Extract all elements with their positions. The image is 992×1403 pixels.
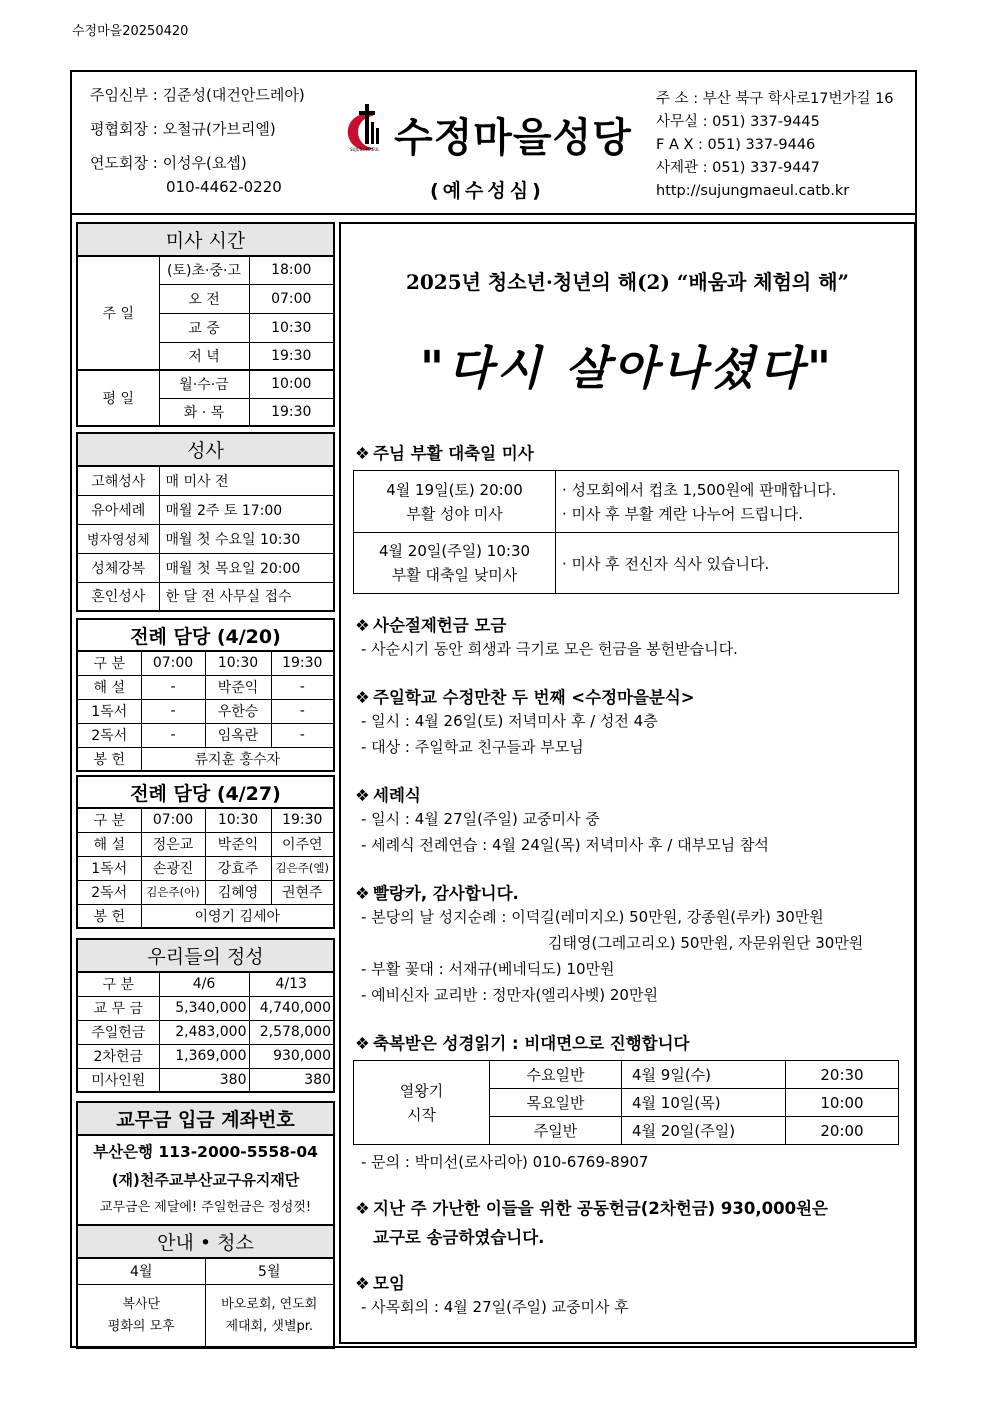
- liturgy-cell: 해 설: [77, 675, 141, 699]
- section-heading: [355, 880, 863, 904]
- mass-time: 18:00: [249, 256, 334, 284]
- bible-table: [353, 1060, 899, 1145]
- account-note: 교무금은 제달에! 주일헌금은 정성껏!: [99, 1200, 312, 1215]
- diamond-icon: ❖: [355, 786, 370, 805]
- logo-caption: SUJUNGMAEUL: [350, 147, 380, 152]
- diamond-icon: ❖: [355, 884, 370, 903]
- leader-label: 평협회장 :: [90, 120, 163, 138]
- liturgy-cell: 손광진: [141, 856, 205, 880]
- bible-class: 목요일반: [490, 1089, 622, 1117]
- mass-time: 19:30: [249, 398, 334, 426]
- liturgy-col: 10:30: [205, 808, 271, 832]
- easter-notes: [556, 533, 899, 594]
- rectory-phone: 사제관 : 051) 337-9447: [656, 160, 820, 176]
- liturgy-cell: -: [141, 723, 205, 747]
- sacrament-value: 한 달 전 사무실 접수: [159, 582, 334, 611]
- section-lent: [355, 612, 738, 662]
- cleaning-group: 바오로회, 연도회: [221, 1296, 318, 1312]
- cleaning-april: [77, 1284, 205, 1348]
- mass-name: 월·수·금: [159, 370, 249, 398]
- account-info: [77, 1135, 334, 1225]
- bible-date: 4월 10일(목): [622, 1089, 786, 1117]
- leader-pastor: [90, 88, 305, 122]
- liturgy-table-0420: [76, 618, 335, 772]
- liturgy-cell: 1독서: [77, 856, 141, 880]
- section-second-collection: [355, 1194, 828, 1252]
- diamond-icon: ❖: [355, 1274, 370, 1293]
- sunday-label: 주 일: [77, 256, 159, 370]
- liturgy-cell: 1독서: [77, 699, 141, 723]
- section-thanks: [355, 880, 863, 1008]
- bible-time: 20:30: [786, 1061, 899, 1089]
- heading-text: 사순절제헌금 모금: [373, 616, 507, 635]
- liturgy-cell: 봉 헌: [77, 747, 141, 771]
- section-heading: [355, 684, 695, 708]
- easter-note: · 미사 후 전신자 식사 있습니다.: [562, 554, 770, 573]
- list-item: - 일시 : 4월 26일(토) 저녁미사 후 / 성전 4층: [361, 712, 658, 730]
- cleaning-title: 안내 • 청소: [77, 1225, 334, 1258]
- parish-emblem-icon: [344, 102, 388, 152]
- diamond-icon: ❖: [355, 688, 370, 707]
- sacrament-name: 혼인성사: [77, 582, 159, 611]
- liturgy-cell: -: [141, 699, 205, 723]
- sacrament-value: 매 미사 전: [159, 466, 334, 495]
- offerings-cell: 380: [159, 1068, 249, 1092]
- bank-account: 부산은행 113-2000-5558-04: [93, 1143, 318, 1161]
- liturgy-cell: 임옥란: [205, 723, 271, 747]
- mass-time: 19:30: [249, 342, 334, 370]
- liturgy-cell: 박준익: [205, 675, 271, 699]
- heading-text: 모임: [373, 1274, 405, 1293]
- mass-name: 저 녁: [159, 342, 249, 370]
- cleaning-table: [76, 1224, 335, 1349]
- list-item: - 사순시기 동안 희생과 극기로 모은 헌금을 봉헌받습니다.: [361, 640, 738, 658]
- list-item: - 대상 : 주일학교 친구들과 부모님: [361, 738, 584, 756]
- section-heading: [355, 1270, 629, 1294]
- liturgy-cell: 해 설: [77, 832, 141, 856]
- easter-mass: 부활 대축일 낮미사: [391, 566, 518, 584]
- liturgy-cell: 김은주(엘): [271, 856, 334, 880]
- sacrament-value: 매월 2주 토 17:00: [159, 495, 334, 524]
- section-bible: [355, 1030, 689, 1054]
- diamond-icon: ❖: [355, 1034, 370, 1053]
- liturgy-cell: 정은교: [141, 832, 205, 856]
- offerings-cell: 2,578,000: [249, 1020, 334, 1044]
- section-easter: [355, 440, 534, 464]
- cleaning-group: 복사단: [122, 1296, 161, 1312]
- leader-label: 연도회장 :: [90, 154, 163, 172]
- offerings-cell: 1,369,000: [159, 1044, 249, 1068]
- diamond-icon: ❖: [355, 1199, 370, 1218]
- liturgy-cell: 이주연: [271, 832, 334, 856]
- bible-class: 주일반: [490, 1117, 622, 1145]
- easter-notes: [556, 471, 899, 533]
- sacraments-title: 성사: [77, 433, 334, 466]
- offerings-cell: 교 무 금: [77, 996, 159, 1020]
- offerings-table: [76, 938, 335, 1093]
- offerings-cell: 주일헌금: [77, 1020, 159, 1044]
- offerings-cell: 미사인원: [77, 1068, 159, 1092]
- mass-times-table: [76, 222, 335, 427]
- list-item: - 일시 : 4월 27일(주일) 교중미사 중: [361, 810, 600, 828]
- bible-label-line: 열왕기: [399, 1081, 444, 1100]
- account-table: [76, 1101, 335, 1226]
- address: 주 소 : 부산 북구 학사로17번가길 16: [656, 91, 894, 107]
- contact-info: [656, 88, 894, 203]
- bulletin-frame: [70, 70, 917, 1348]
- leader-label: 주임신부 :: [90, 86, 163, 104]
- cleaning-group: 제대회, 샛별pr.: [225, 1318, 314, 1334]
- section-meeting: [355, 1270, 629, 1320]
- liturgy-offering: 이영기 김세아: [141, 904, 334, 928]
- cleaning-may: [205, 1284, 334, 1348]
- offerings-cell: 2차헌금: [77, 1044, 159, 1068]
- liturgy-cell: 우한승: [205, 699, 271, 723]
- section-heading: [355, 782, 769, 806]
- diamond-icon: ❖: [355, 444, 370, 463]
- offerings-col: 구 분: [77, 972, 159, 996]
- sacrament-name: 유아세례: [77, 495, 159, 524]
- bible-date: 4월 20일(주일): [622, 1117, 786, 1145]
- sacrament-name: 고해성사: [77, 466, 159, 495]
- liturgy-offering: 류지훈 홍수자: [141, 747, 334, 771]
- mass-time: 10:30: [249, 313, 334, 342]
- mass-name: 오 전: [159, 284, 249, 313]
- easter-table: [353, 470, 899, 594]
- main-content: [339, 222, 916, 1344]
- liturgy-col: 10:30: [205, 651, 271, 675]
- easter-datetime: 4월 20일(주일) 10:30: [378, 542, 531, 560]
- list-item: - 예비신자 교리반 : 정만자(엘리사벳) 20만원: [361, 986, 658, 1004]
- sacraments-table: [76, 432, 335, 612]
- leader-phone: 010-4462-0220: [166, 178, 282, 196]
- offerings-cell: 2,483,000: [159, 1020, 249, 1044]
- heading-text: 지난 주 가난한 이들을 위한 공동헌금(2차헌금) 930,000원은: [373, 1199, 828, 1218]
- heading-text: 세례식: [373, 786, 421, 805]
- liturgy-cell: 박준익: [205, 832, 271, 856]
- easter-when: [354, 471, 556, 533]
- liturgy-col: 19:30: [271, 651, 334, 675]
- bible-date: 4월 9일(수): [622, 1061, 786, 1089]
- cleaning-col: 5월: [205, 1258, 334, 1284]
- cleaning-col: 4월: [77, 1258, 205, 1284]
- easter-datetime: 4월 19일(토) 20:00: [386, 480, 523, 499]
- heading-text: 축복받은 성경읽기 : 비대면으로 진행합니다: [373, 1034, 690, 1053]
- liturgy-cell: 김은주(아): [141, 880, 205, 904]
- offerings-cell: 380: [249, 1068, 334, 1092]
- document-id: 수정마을20250420: [72, 24, 189, 39]
- easter-mass: 부활 성야 미사: [406, 504, 503, 523]
- section-heading: [355, 1194, 828, 1223]
- leader-value: 김준성(대건안드레아): [162, 86, 305, 104]
- sacrament-value: 매월 첫 수요일 10:30: [159, 524, 334, 553]
- section-heading: [355, 612, 738, 636]
- account-holder: (재)천주교부산교구유지재단: [111, 1171, 300, 1189]
- liturgy-col: 07:00: [141, 808, 205, 832]
- list-item: - 사목회의 : 4월 27일(주일) 교중미사 후: [361, 1298, 629, 1316]
- list-item: 김태영(그레고리오) 50만원, 자문위원단 30만원: [548, 934, 864, 952]
- list-item: - 본당의 날 성지순례 : 이덕길(레미지오) 50만원, 강종원(루카) 30만원: [361, 908, 824, 926]
- liturgy-col: 구 분: [77, 808, 141, 832]
- liturgy-col: 19:30: [271, 808, 334, 832]
- offerings-cell: 4,740,000: [249, 996, 334, 1020]
- fax: F A X : 051) 337-9446: [656, 137, 816, 153]
- bible-time: 10:00: [786, 1089, 899, 1117]
- sacrament-name: 성체강복: [77, 553, 159, 582]
- sacrament-value: 매월 첫 목요일 20:00: [159, 553, 334, 582]
- easter-note: · 미사 후 부활 계란 나누어 드립니다.: [562, 504, 804, 523]
- parish-title: 수정마을성당: [394, 115, 632, 161]
- heading-text: 빨랑카, 감사합니다.: [373, 884, 519, 903]
- mass-times-title: 미사 시간: [77, 223, 334, 256]
- list-item: - 문의 : 박미선(로사리아) 010-6769-8907: [361, 1153, 649, 1171]
- liturgy-title: 전례 담당 (4/20): [77, 619, 334, 651]
- mass-name: 교 중: [159, 313, 249, 342]
- easter-when: [354, 533, 556, 594]
- section-heading: [355, 1030, 689, 1054]
- account-title: 교무금 입금 계좌번호: [77, 1102, 334, 1135]
- liturgy-cell: -: [271, 723, 334, 747]
- leader-value: 이성우(요셉): [162, 154, 247, 172]
- list-item: - 부활 꽃대 : 서재규(베네딕도) 10만원: [361, 960, 615, 978]
- cleaning-group: 평화의 모후: [107, 1318, 175, 1334]
- liturgy-cell: 봉 헌: [77, 904, 141, 928]
- header: [72, 72, 915, 215]
- bible-class: 수요일반: [490, 1061, 622, 1089]
- liturgy-cell: -: [141, 675, 205, 699]
- parish-logo: [344, 94, 644, 164]
- heading-text: 교구로 송금하였습니다.: [373, 1228, 545, 1247]
- section-baptism: [355, 782, 769, 858]
- offerings-col: 4/6: [159, 972, 249, 996]
- website-link[interactable]: http://sujungmaeul.catb.kr: [656, 183, 850, 199]
- office-phone: 사무실 : 051) 337-9445: [656, 114, 820, 130]
- leader-council: [90, 122, 305, 156]
- liturgy-cell: 김혜영: [205, 880, 271, 904]
- sacrament-name: 병자영성체: [77, 524, 159, 553]
- heading-text: 주님 부활 대축일 미사: [373, 444, 534, 463]
- offerings-col: 4/13: [249, 972, 334, 996]
- diamond-icon: ❖: [355, 616, 370, 635]
- weekday-label: 평 일: [77, 370, 159, 426]
- liturgy-cell: -: [271, 675, 334, 699]
- liturgy-cell: 2독서: [77, 880, 141, 904]
- bible-contact: [355, 1149, 648, 1175]
- offerings-cell: 5,340,000: [159, 996, 249, 1020]
- liturgy-cell: -: [271, 699, 334, 723]
- liturgy-cell: 강효주: [205, 856, 271, 880]
- heading-text: 주일학교 수정만찬 두 번째 <수정마을분식>: [373, 688, 695, 707]
- leader-value: 오철규(가브리엘): [162, 120, 276, 138]
- mass-name: 화 · 목: [159, 398, 249, 426]
- liturgy-col: 구 분: [77, 651, 141, 675]
- liturgy-table-0427: [76, 775, 335, 929]
- section-sunday-school: [355, 684, 695, 760]
- leaders-list: [90, 88, 305, 190]
- bible-label: [354, 1061, 490, 1145]
- liturgy-title: 전례 담당 (4/27): [77, 776, 334, 808]
- year-theme-headline: 2025년 청소년·청년의 해(2) “배움과 체험의 해”: [405, 270, 850, 294]
- bible-label-line: 시작: [407, 1105, 436, 1124]
- mass-time: 10:00: [249, 370, 334, 398]
- offerings-cell: 930,000: [249, 1044, 334, 1068]
- mass-time: 07:00: [249, 284, 334, 313]
- liturgy-col: 07:00: [141, 651, 205, 675]
- liturgy-cell: 2독서: [77, 723, 141, 747]
- parish-motto: (예수성심): [430, 180, 545, 202]
- mass-name: (토)초·중·고: [159, 256, 249, 284]
- offerings-title: 우리들의 정성: [77, 939, 334, 972]
- list-item: - 세례식 전례연습 : 4월 24일(목) 저녁미사 후 / 대부모님 참석: [361, 836, 769, 854]
- big-title: "다시 살아나셨다": [420, 341, 835, 395]
- easter-note: · 성모회에서 컵초 1,500원에 판매합니다.: [562, 480, 837, 499]
- bible-time: 20:00: [786, 1117, 899, 1145]
- section-heading: [355, 440, 534, 464]
- liturgy-cell: 권현주: [271, 880, 334, 904]
